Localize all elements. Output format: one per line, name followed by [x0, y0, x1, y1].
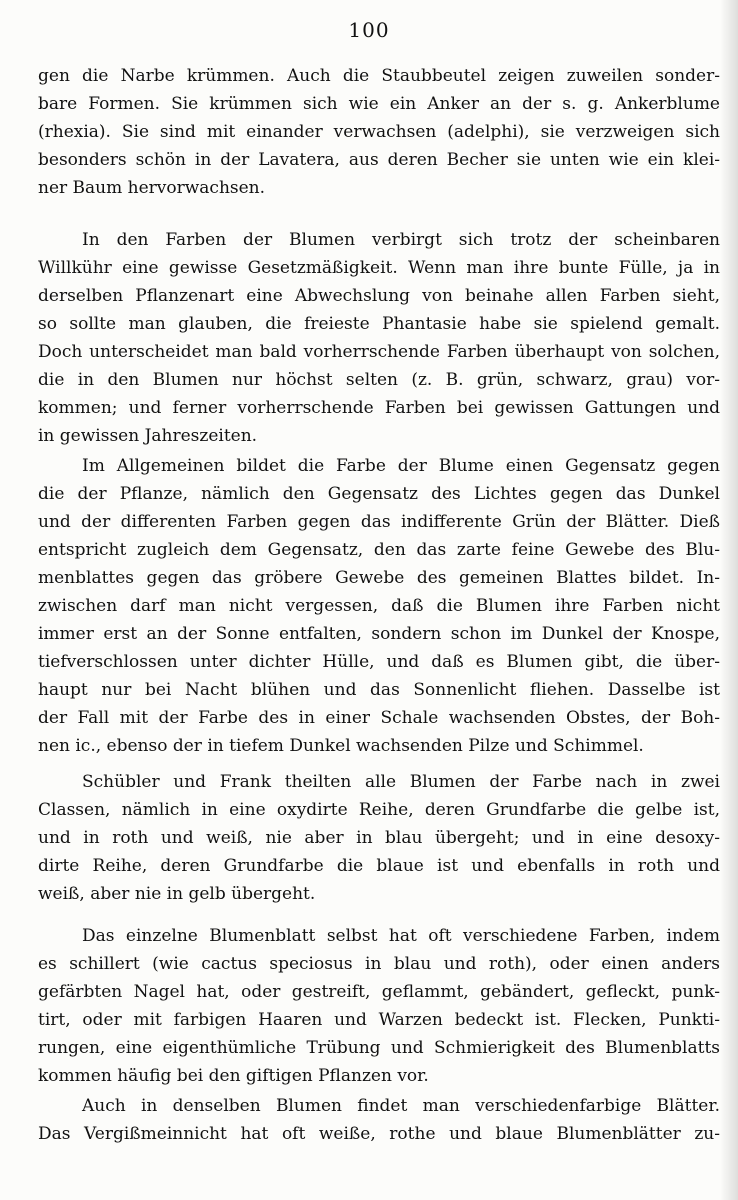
text-line: nen ic., ebenso der in tiefem Dunkel wachsenden Pilze und Schimmel. — [38, 736, 644, 756]
text-line: dirte Reihe, deren Grundfarbe die blaue ist und ebenfalls in roth und — [38, 856, 720, 876]
text-line: entspricht zugleich dem Gegensatz, den das zarte feine Gewebe des Blu- — [38, 540, 720, 560]
text-line: Das Vergißmeinnicht hat oft weiße, rothe und blaue Blumenblätter zu- — [38, 1124, 720, 1144]
page-number: 100 — [348, 18, 390, 42]
text-line: weiß, aber nie in gelb übergeht. — [38, 884, 316, 904]
text-line: so sollte man glauben, die freieste Phantasie habe sie spielend gemalt. — [38, 314, 720, 334]
text-line: rungen, eine eigenthümliche Trübung und Schmierigkeit des Blumenblatts — [38, 1038, 720, 1058]
paragraph-2 — [38, 226, 720, 450]
text-line: der Fall mit der Farbe des in einer Schale wachsenden Obstes, der Boh- — [38, 708, 720, 728]
text-line: kommen; und ferner vorherrschende Farben bei gewissen Gattungen und — [38, 398, 720, 418]
text-line: kommen häufig bei den giftigen Pflanzen vor. — [38, 1066, 429, 1086]
text-line: menblattes gegen das gröbere Gewebe des gemeinen Blattes bildet. In- — [38, 568, 720, 588]
text-line: In den Farben der Blumen verbirgt sich trotz der scheinbaren — [82, 230, 720, 250]
text-line: derselben Pflanzenart eine Abwechslung von beinahe allen Farben sieht, — [38, 286, 720, 306]
text-line: Classen, nämlich in eine oxydirte Reihe, deren Grundfarbe die gelbe ist, — [38, 800, 720, 820]
text-line: Das einzelne Blumenblatt selbst hat oft verschiedene Farben, indem — [82, 926, 720, 946]
text-line: Auch in denselben Blumen findet man verschiedenfarbige Blätter. — [82, 1096, 720, 1116]
text-line: immer erst an der Sonne entfalten, sondern schon im Dunkel der Knospe, — [38, 624, 720, 644]
paragraph-5 — [38, 922, 720, 1090]
text-line: und der differenten Farben gegen das indifferente Grün der Blätter. Dieß — [38, 512, 720, 532]
text-line: Doch unterscheidet man bald vorherrschende Farben überhaupt von solchen, — [38, 342, 720, 362]
text-line: bare Formen. Sie krümmen sich wie ein Anker an der s. g. Ankerblume — [38, 94, 720, 114]
text-line: tiefverschlossen unter dichter Hülle, und daß es Blumen gibt, die über- — [38, 652, 720, 672]
text-line: zwischen darf man nicht vergessen, daß die Blumen ihre Farben nicht — [38, 596, 720, 616]
text-line: haupt nur bei Nacht blühen und das Sonnenlicht fliehen. Dasselbe ist — [38, 680, 720, 700]
text-line: ner Baum hervorwachsen. — [38, 178, 266, 198]
text-line: und in roth und weiß, nie aber in blau übergeht; und in eine desoxy- — [38, 828, 720, 848]
text-line: tirt, oder mit farbigen Haaren und Warzen bedeckt ist. Flecken, Punkti- — [38, 1010, 720, 1030]
paragraph-3 — [38, 452, 720, 760]
text-line: es schillert (wie cactus speciosus in blau und roth), oder einen anders — [38, 954, 720, 974]
page-edge-shadow — [720, 0, 738, 1200]
text-line: Schübler und Frank theilten alle Blumen der Farbe nach in zwei — [82, 772, 720, 792]
text-line: besonders schön in der Lavatera, aus deren Becher sie unten wie ein klei- — [38, 150, 720, 170]
paragraph-1 — [38, 62, 720, 202]
text-line: die in den Blumen nur höchst selten (z. B. grün, schwarz, grau) vor- — [38, 370, 720, 390]
text-line: Im Allgemeinen bildet die Farbe der Blume einen Gegensatz gegen — [82, 456, 720, 476]
text-line: in gewissen Jahreszeiten. — [38, 426, 258, 446]
text-line: gen die Narbe krümmen. Auch die Staubbeutel zeigen zuweilen sonder- — [38, 66, 720, 86]
text-line: die der Pflanze, nämlich den Gegensatz des Lichtes gegen das Dunkel — [38, 484, 720, 504]
text-line: Willkühr eine gewisse Gesetzmäßigkeit. Wenn man ihre bunte Fülle, ja in — [38, 258, 720, 278]
text-line: gefärbten Nagel hat, oder gestreift, geflammt, gebändert, gefleckt, punk- — [38, 982, 720, 1002]
paragraph-4 — [38, 768, 720, 908]
paragraph-6 — [38, 1092, 720, 1148]
text-line: (rhexia). Sie sind mit einander verwachsen (adelphi), sie verzweigen sich — [38, 122, 720, 142]
